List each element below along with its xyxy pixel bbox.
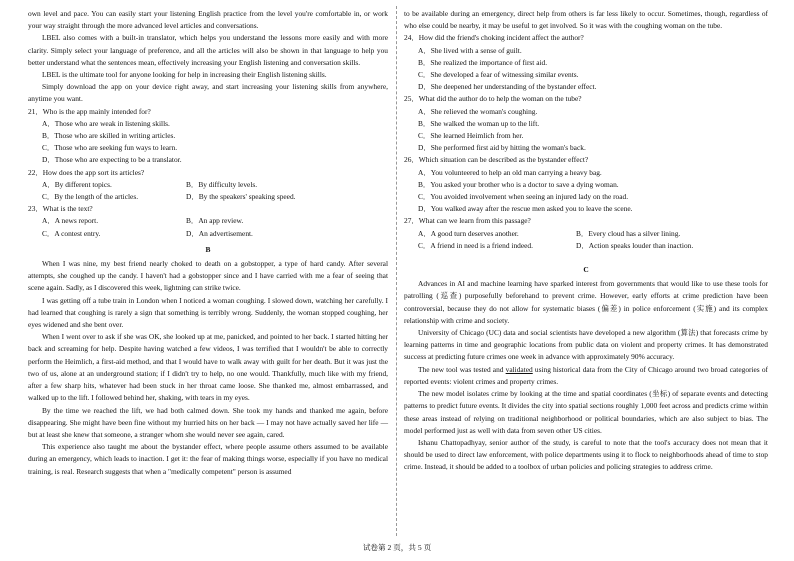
passage-b-continuation: to be available during an emergency, direct help from others is far less likely to occur. Sometimes, though, regardless of who else could be nearby, it may be useful to get involved. So it was with the coughing woman on the tube. bbox=[404, 9, 768, 31]
option-d: D．She performed first aid by hitting the woman's back. bbox=[418, 143, 586, 153]
option-b: B．By difficulty levels. bbox=[186, 179, 258, 189]
option-a: A．Those who are weak in listening skills. bbox=[42, 118, 170, 128]
option-a: A．She lived with a sense of guilt. bbox=[418, 45, 522, 55]
option-d: D．An advertisement. bbox=[186, 228, 253, 238]
underlined-word: validated bbox=[505, 364, 533, 374]
option-b: B．Every cloud has a silver lining. bbox=[576, 228, 681, 238]
intro-paragraph-4: Simply download the app on your device right away, and start increasing your listening skills from anywhere, anytime you want. bbox=[28, 82, 388, 104]
option-d: D．Those who are expecting to be a translator. bbox=[42, 155, 182, 165]
passage-b-paragraph-3: When I went over to ask if she was OK, she looked up at me, panicked, and pointed to her back. I started hitting her back and screaming for help. Despite having watched a few videos, I was terrified that I wouldn't be able to correctly perform the Heimlich, a first-aid method, and that I would have to walk away with guilt for her death. But it was just the two of us, alone at an underground station; if I didn't try to help, no one would. Thankfully, much like with my friend, after a few sharp hits, whatever had been stuck in her throat came loose. She thanked me, almost embarrassed, and walked up to the lift. I followed behind her, shaking, with tears in my eyes. bbox=[28, 332, 388, 403]
option-c: C．A contest entry. bbox=[42, 228, 101, 238]
option-a: A．A news report. bbox=[42, 216, 99, 226]
option-d: D．She deepened her understanding of the bystander effect. bbox=[418, 82, 597, 92]
left-column bbox=[28, 8, 388, 478]
option-c: C．By the length of the articles. bbox=[42, 192, 139, 202]
option-c: C．A friend in need is a friend indeed. bbox=[418, 240, 533, 250]
option-c: C．Those who are seeking fun ways to learn. bbox=[42, 143, 178, 153]
option-a: A．You volunteered to help an old man carrying a heavy bag. bbox=[418, 167, 602, 177]
question-stem: 22．How does the app sort its articles? bbox=[28, 167, 145, 177]
right-column bbox=[404, 8, 768, 474]
passage-c-paragraph-4: The new model isolates crime by looking at the time and spatial coordinates (坐标) of separate events and detecting patterns to predict future events. It divides the city into spatial sections roughly 1,000 feet across and predicts crime within these areas instead of relying on traditional neighborhood or political boundaries, which are also subject to bias. The model performed just as well with data from seven other US cities. bbox=[404, 389, 768, 435]
option-a: A．She relieved the woman's coughing. bbox=[418, 106, 538, 116]
option-a: A．By different topics. bbox=[42, 179, 112, 189]
option-d: D．You walked away after the rescue men asked you to leave the scene. bbox=[418, 204, 633, 214]
option-c: C．You avoided involvement when seeing an injured lady on the road. bbox=[418, 192, 629, 202]
passage-c-paragraph-1: Advances in AI and machine learning have sparked interest from governments that would like to use these tools for patrolling (巡查) purposefully beforehand to prevent crime. However, early efforts at crime prediction have been controversial, because they do not allow for systematic biases (偏差) in police enforcement (实施) and its complex relationship with crime and society. bbox=[404, 279, 768, 325]
question-stem: 24．How did the friend's choking incident affect the author? bbox=[404, 33, 584, 43]
question-25 bbox=[404, 93, 768, 154]
intro-paragraph-3: LBEL is the ultimate tool for anyone looking for help in increasing their English listening skills. bbox=[42, 70, 327, 80]
option-b: B．An app review. bbox=[186, 216, 244, 226]
section-heading-c: C bbox=[583, 265, 589, 275]
passage-c-paragraph-2: University of Chicago (UC) data and social scientists have developed a new algorithm (算法) that forecasts crime by learning patterns in time and geographic locations from public data on violent and property crimes. It has demonstrated success at predicting future crimes one week in advance with approximately 90% accuracy. bbox=[404, 328, 768, 362]
option-d: D．By the speakers' speaking speed. bbox=[186, 192, 296, 202]
section-heading-b: B bbox=[205, 244, 211, 254]
question-23 bbox=[28, 203, 388, 240]
passage-b-paragraph-1: When I was nine, my best friend nearly choked to death on a gobstopper, a type of hard candy. After several attempts, she coughed up the candy. I haven't had a gobstopper since and I have carried with me a fear of seeing that scene again. Sadly, as I discovered this week, lightning can strike twice. bbox=[28, 259, 388, 293]
option-c: C．She learned Heimlich from her. bbox=[418, 131, 524, 141]
option-b: B．You asked your brother who is a doctor to save a dying woman. bbox=[418, 179, 619, 189]
question-stem: 23．What is the text? bbox=[28, 204, 93, 214]
passage-b-paragraph-5: This experience also taught me about the bystander effect, where people assume others assumed to be available during an emergency, which leads to inaction. I get it: the fear of making things worse, especially if you have no medical training, is real. Research suggests that when a "medically competent" person is assumed bbox=[28, 442, 388, 476]
option-b: B．She walked the woman up to the lift. bbox=[418, 118, 540, 128]
question-stem: 25．What did the author do to help the woman on the tube? bbox=[404, 94, 582, 104]
question-stem: 27．What can we learn from this passage? bbox=[404, 216, 531, 226]
question-22 bbox=[28, 167, 388, 204]
question-24 bbox=[404, 32, 768, 93]
passage-b-paragraph-2: I was getting off a tube train in London when I noticed a woman coughing. I slowed down, watching her carefully. I had learned that coughing is rarely a sign that something is terribly wrong. Suddenly, the woman stopped coughing, her eyes widened and she bent over. bbox=[28, 295, 388, 330]
question-stem: 26．Which situation can be described as the bystander effect? bbox=[404, 155, 589, 165]
question-stem: 21．Who is the app mainly intended for? bbox=[28, 106, 151, 116]
option-c: C．She developed a fear of witnessing similar events. bbox=[418, 70, 579, 80]
question-21 bbox=[28, 106, 388, 167]
option-a: A．A good turn deserves another. bbox=[418, 228, 519, 238]
paragraph-text: using historical data from the City of Chicago around two broad categories of reported events: violent crimes and property crimes. bbox=[404, 364, 768, 386]
intro-paragraph-2: LBEL also comes with a built-in translator, which helps you understand the lessons more easily and with more clarity. Simply select your language of preference, and all the articles will also be shown in that language to help you better understand what the sentences mean, effectively increasing your English listening and conversation skills. bbox=[28, 33, 388, 67]
paragraph-text: The new tool was tested and bbox=[418, 364, 506, 374]
passage-c-paragraph-5: Ishanu Chattopadhyay, senior author of the study, is careful to note that the tool's accuracy does not mean that it should be used to direct law enforcement, with police departments using it to flock to neighborhoods ahead of time to stop crime. Instead, it should be added to a toolbox of urban policies and policing strategies to address crime. bbox=[404, 437, 768, 472]
question-26 bbox=[404, 154, 768, 215]
option-b: B．Those who are skilled in writing articles. bbox=[42, 131, 176, 141]
option-d: D．Action speaks louder than inaction. bbox=[576, 240, 694, 250]
passage-b-paragraph-4: By the time we reached the lift, we had both calmed down. She took my hands and thanked me again, before disappearing. She might have been fine without my hurried hits on her back — I may not have actually saved her life — but at least she knew that someone, a stranger whom she would never see again, cared. bbox=[28, 405, 388, 439]
column-divider bbox=[396, 6, 397, 536]
intro-paragraph-1: own level and pace. You can easily start your listening English practice from the level you're comfortable in, or work your way straight through the more advanced level articles and conversations. bbox=[28, 9, 388, 31]
passage-c-paragraph-3 bbox=[404, 364, 768, 388]
question-27 bbox=[404, 215, 768, 252]
option-b: B．She realized the importance of first aid. bbox=[418, 57, 548, 67]
page-footer: 试卷第 2 页，共 5 页 bbox=[362, 543, 432, 552]
